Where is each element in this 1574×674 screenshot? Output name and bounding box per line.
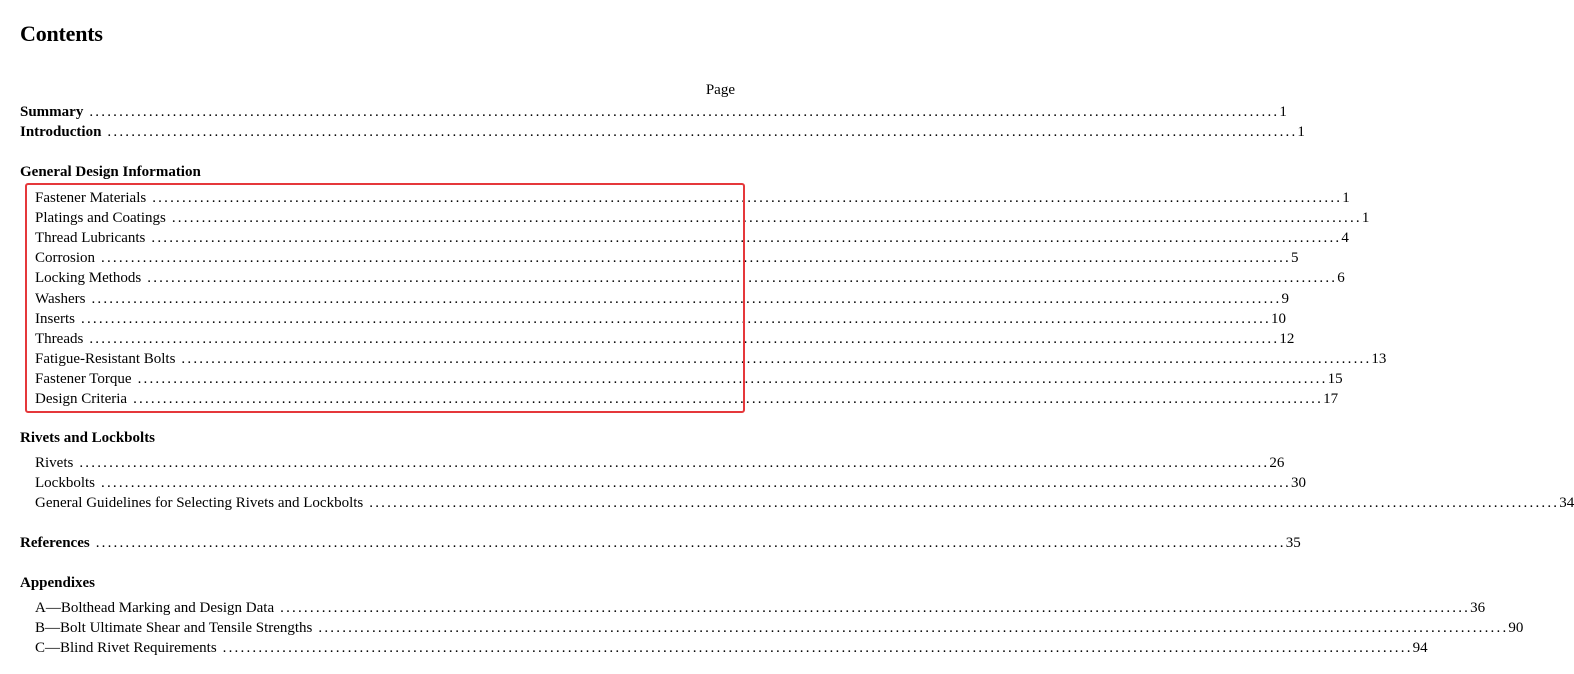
toc-entry-page: 1 [1342,190,1350,206]
dot-leader: ........................................................................................................................................................................................................ [95,535,1286,551]
dot-leader: ........................................................................................................................................................................................................ [181,350,1372,367]
toc-entry-page: 13 [1371,350,1387,367]
toc-entry-label: Corrosion [35,250,95,267]
dot-leader: ........................................................................................................................................................................................................ [369,495,1560,512]
dot-leader: ........................................................................................................................................................................................................ [91,290,1282,307]
toc-entry-rivets[interactable] [35,493,1574,513]
toc-entry-page: 9 [1281,290,1289,307]
dot-leader: ........................................................................................................................................................................................................ [137,370,1328,387]
section-heading-general-design: General Design Information [20,164,201,180]
toc-entry-page: 10 [1271,310,1286,327]
dot-leader: ........................................................................................................................................................................................................ [318,620,1509,637]
toc-entry-page: 15 [1327,370,1343,387]
toc-entry-appendix[interactable] [35,638,1428,658]
highlight-box [25,183,745,413]
toc-entry-label: Washers [35,290,86,307]
toc-entry-rivets[interactable] [35,473,1306,493]
toc-entry-label: Lockbolts [35,475,95,492]
dot-leader: ........................................................................................................................................................................................................ [133,391,1324,407]
dot-leader: ........................................................................................................................................................................................................ [89,104,1280,120]
toc-entry-page: 5 [1291,250,1299,267]
toc-entry-label: General Guidelines for Selecting Rivets and Lockbolts [35,495,364,512]
toc-entry-page: 6 [1337,270,1345,287]
dot-leader: ........................................................................................................................................................................................................ [101,475,1291,492]
toc-entry-label: Platings and Coatings [35,210,166,227]
toc-entry-page: 1 [1297,124,1305,140]
toc-entry-label: C—Blind Rivet Requirements [35,640,217,657]
page-column-header: Page [705,82,735,98]
toc-entry-label: Introduction [20,124,102,140]
section-heading-appendixes: Appendixes [20,575,96,591]
toc-entry-page: 26 [1269,455,1285,471]
toc-entry-label: Threads [35,330,84,347]
toc-entry-1[interactable] [20,122,1305,142]
dot-leader: ........................................................................................................................................................................................................ [280,600,1471,616]
dot-leader: ........................................................................................................................................................................................................ [81,310,1271,327]
toc-entry-label: Design Criteria [35,391,128,407]
toc-entry-page: 17 [1323,391,1339,407]
contents-title: Contents [20,21,103,46]
toc-entry-label: Locking Methods [35,270,142,287]
dot-leader: ........................................................................................................................................................................................................ [151,230,1342,247]
toc-entry-rivets[interactable] [35,453,1285,473]
dot-leader: ........................................................................................................................................................................................................ [89,330,1280,347]
toc-entry-label: References [20,535,90,551]
toc-entry-0[interactable] [20,102,1287,122]
toc-entry-appendix[interactable] [35,618,1524,638]
toc-entry-page: 90 [1508,620,1524,637]
toc-entry-label: Fatigue-Resistant Bolts [35,350,176,367]
dot-leader: ........................................................................................................................................................................................................ [147,270,1338,287]
dot-leader: ........................................................................................................................................................................................................ [79,455,1270,471]
toc-entry-page: 36 [1470,600,1486,616]
toc-entry-page: 1 [1361,210,1370,227]
toc-entry-references[interactable] [20,533,1301,553]
toc-entry-page: 35 [1285,535,1301,551]
toc-entry-page: 12 [1279,330,1295,347]
toc-entry-label: B—Bolt Ultimate Shear and Tensile Strengths [35,620,313,637]
toc-entry-page: 94 [1412,640,1428,657]
toc-entry-label: Fastener Torque [35,370,132,387]
dot-leader: ........................................................................................................................................................................................................ [107,124,1298,140]
toc-entry-label: Rivets [35,455,74,471]
toc-entry-page: 30 [1291,475,1306,492]
toc-entry-label: A—Bolthead Marking and Design Data [35,600,275,616]
toc-entry-label: Summary [20,104,84,120]
toc-entry-label: Thread Lubricants [35,230,146,247]
toc-entry-label: Inserts [35,310,75,327]
dot-leader: ........................................................................................................................................................................................................ [152,190,1343,206]
dot-leader: ........................................................................................................................................................................................................ [101,250,1291,267]
dot-leader: ........................................................................................................................................................................................................ [171,210,1362,227]
toc-entry-label: Fastener Materials [35,190,147,206]
toc-entry-page: 4 [1341,230,1349,247]
toc-entry-appendix[interactable] [35,598,1486,618]
section-heading-rivets: Rivets and Lockbolts [20,430,156,446]
toc-entry-page: 34 [1559,495,1574,512]
toc-entry-page: 1 [1279,104,1287,120]
dot-leader: ........................................................................................................................................................................................................ [222,640,1413,657]
